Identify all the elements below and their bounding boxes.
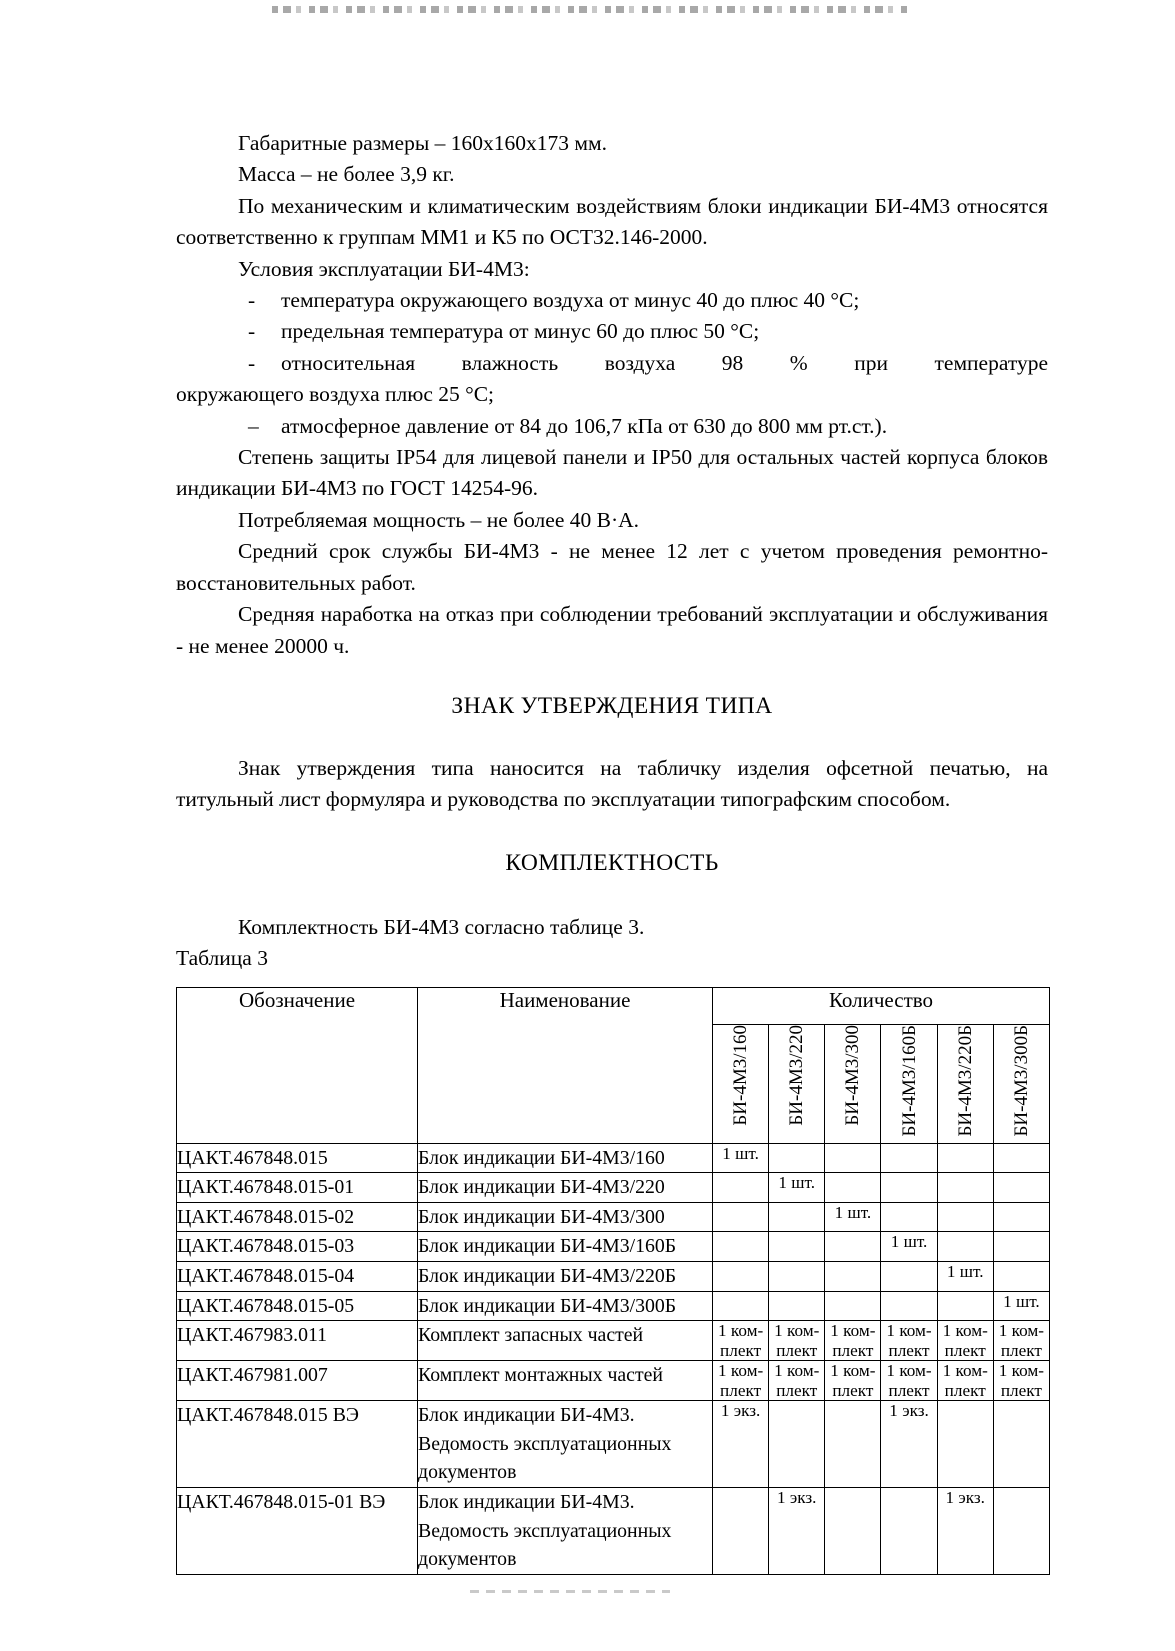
cell-name-line: Блок индикации БИ-4М3/160: [418, 1146, 665, 1169]
column-header-bi4m3-160b: [881, 1024, 937, 1143]
column-header-label: БИ-4М3/220Б: [954, 1024, 976, 1137]
list-marker-dash: -: [248, 319, 256, 344]
cell-quantity: [937, 1361, 993, 1401]
cell-designation: ЦАКТ.467848.015-03: [177, 1232, 418, 1262]
list-marker-dash: -: [248, 288, 256, 313]
cell-quantity-line: 1 ком-: [886, 1361, 932, 1381]
condition-text: атмосферное давление от 84 до 106,7 кПа от 630 до 800 мм рт.ст.).: [281, 413, 888, 438]
cell-quantity: [769, 1261, 825, 1291]
cell-quantity: [881, 1321, 937, 1361]
table-caption: Таблица 3: [176, 946, 268, 971]
cell-quantity-line: 1 ком-: [830, 1361, 876, 1381]
cell-name: [418, 1488, 713, 1575]
cell-quantity-line: плект: [832, 1380, 874, 1400]
cell-designation: ЦАКТ.467848.015-04: [177, 1261, 418, 1291]
cell-quantity: [881, 1261, 937, 1291]
table-header-row-top: [177, 987, 1050, 1024]
cell-quantity: [713, 1488, 769, 1575]
cell-quantity: [713, 1202, 769, 1232]
cell-quantity: 1 шт.: [825, 1202, 881, 1232]
cell-quantity: [713, 1232, 769, 1262]
cell-quantity: [993, 1202, 1049, 1232]
cell-quantity-line: плект: [888, 1340, 930, 1360]
table-row: [177, 1361, 1050, 1401]
paragraph-service-life: Средний срок службы БИ-4М3 - не менее 12 лет с учетом проведения ремонтно-восстановительных работ.: [176, 539, 1048, 595]
paragraph-ip-rating: Степень защиты IP54 для лицевой панели и IP50 для остальных частей корпуса блоков индикации БИ-4М3 по ГОСТ 14254-96.: [176, 445, 1048, 501]
cell-name: [418, 1291, 713, 1321]
cell-quantity: [881, 1173, 937, 1203]
cell-quantity: [825, 1291, 881, 1321]
column-header-bi4m3-160: [713, 1024, 769, 1143]
cell-quantity-line: плект: [1000, 1380, 1042, 1400]
cell-quantity-line: плект: [832, 1340, 874, 1360]
table-body: [177, 1143, 1050, 1575]
condition-ambient-temperature: [176, 285, 1048, 316]
cell-quantity-line: 1 ком-: [942, 1321, 988, 1341]
cell-quantity: 1 шт.: [713, 1143, 769, 1173]
cell-name-line: документов: [418, 1461, 517, 1484]
cell-quantity: 1 экз.: [881, 1401, 937, 1488]
cell-name-line: Блок индикации БИ-4М3/300Б: [418, 1294, 677, 1317]
cell-quantity: [769, 1291, 825, 1321]
condition-text: температура окружающего воздуха от минус 40 до плюс 40 °С;: [281, 288, 860, 313]
cell-designation: ЦАКТ.467981.007: [177, 1361, 418, 1401]
cell-name: [418, 1261, 713, 1291]
cell-quantity: 1 экз.: [769, 1488, 825, 1575]
cell-quantity-line: 1 ком-: [830, 1321, 876, 1341]
cell-name-line: Блок индикации БИ-4М3.: [418, 1404, 635, 1427]
cell-quantity-line: плект: [944, 1380, 986, 1400]
column-header-bi4m3-300: [825, 1024, 881, 1143]
cell-quantity: [881, 1202, 937, 1232]
cell-name-line: Блок индикации БИ-4М3/220Б: [418, 1264, 677, 1287]
cell-quantity: [937, 1291, 993, 1321]
cell-quantity-line: плект: [776, 1380, 818, 1400]
cell-name: [418, 1321, 713, 1361]
cell-name-line: Комплект запасных частей: [418, 1324, 644, 1347]
cell-quantity: 1 шт.: [993, 1291, 1049, 1321]
cell-name: [418, 1361, 713, 1401]
table-row: [177, 1488, 1050, 1575]
page-content: [176, 128, 1048, 1575]
column-header-quantity-group: Количество: [713, 987, 1050, 1024]
scan-artifact-bottom: [470, 1590, 670, 1593]
cell-quantity: [825, 1361, 881, 1401]
cell-designation: ЦАКТ.467848.015: [177, 1143, 418, 1173]
cell-name-line: документов: [418, 1548, 517, 1571]
cell-quantity: [825, 1488, 881, 1575]
cell-quantity: [825, 1232, 881, 1262]
cell-name-line: Блок индикации БИ-4М3/220: [418, 1176, 665, 1199]
table-row: [177, 1173, 1050, 1203]
cell-quantity: [993, 1173, 1049, 1203]
condition-humidity-continuation: окружающего воздуха плюс 25 °С;: [176, 382, 495, 407]
paragraph-type-approval-mark: Знак утверждения типа наносится на табличку изделия офсетной печатью, на титульный лист формуляра и руководства по эксплуатации типографским способом.: [176, 755, 1048, 812]
cell-quantity: [769, 1143, 825, 1173]
condition-atmospheric-pressure: [176, 411, 1048, 442]
heading-completeness: КОМПЛЕКТНОСТЬ: [505, 849, 719, 876]
cell-quantity-line: плект: [720, 1340, 762, 1360]
cell-quantity-line: 1 ком-: [774, 1321, 820, 1341]
cell-quantity: [769, 1321, 825, 1361]
cell-quantity: [993, 1321, 1049, 1361]
cell-designation: ЦАКТ.467848.015-02: [177, 1202, 418, 1232]
table-row: [177, 1291, 1050, 1321]
list-marker-endash: –: [248, 413, 259, 438]
cell-quantity: [881, 1361, 937, 1401]
cell-quantity: [937, 1401, 993, 1488]
cell-quantity-line: плект: [720, 1380, 762, 1400]
column-header-name: Наименование: [418, 987, 713, 1143]
cell-quantity: [713, 1361, 769, 1401]
table-row: [177, 1143, 1050, 1173]
cell-name-line: Блок индикации БИ-4М3.: [418, 1491, 635, 1514]
cell-quantity: [825, 1401, 881, 1488]
cell-quantity: [937, 1143, 993, 1173]
column-header-bi4m3-220b: [937, 1024, 993, 1143]
cell-designation: ЦАКТ.467848.015-01: [177, 1173, 418, 1203]
cell-quantity-line: плект: [944, 1340, 986, 1360]
cell-quantity: [713, 1261, 769, 1291]
cell-quantity-line: плект: [1000, 1340, 1042, 1360]
cell-quantity: [825, 1173, 881, 1203]
cell-quantity: [825, 1143, 881, 1173]
cell-quantity: [881, 1488, 937, 1575]
cell-quantity-line: 1 ком-: [998, 1361, 1044, 1381]
paragraph-completeness-reference: Комплектность БИ-4М3 согласно таблице 3.: [238, 914, 645, 939]
cell-quantity: [713, 1291, 769, 1321]
cell-quantity-line: 1 ком-: [886, 1321, 932, 1341]
cell-name: [418, 1143, 713, 1173]
cell-quantity: [713, 1173, 769, 1203]
cell-designation: ЦАКТ.467848.015 ВЭ: [177, 1401, 418, 1488]
cell-quantity: [937, 1232, 993, 1262]
scan-artifact-top: [272, 6, 912, 13]
cell-quantity: 1 экз.: [937, 1488, 993, 1575]
cell-quantity: [993, 1361, 1049, 1401]
cell-quantity: [993, 1261, 1049, 1291]
cell-name-line: Блок индикации БИ-4М3/300: [418, 1205, 665, 1228]
cell-designation: ЦАКТ.467848.015-01 ВЭ: [177, 1488, 418, 1575]
condition-limit-temperature: [176, 316, 1048, 347]
column-header-bi4m3-220: [769, 1024, 825, 1143]
cell-quantity-line: 1 ком-: [998, 1321, 1044, 1341]
cell-quantity-line: 1 ком-: [717, 1361, 764, 1381]
cell-quantity: [993, 1232, 1049, 1262]
condition-text: предельная температура от минус 60 до плюс 50 °С;: [281, 319, 760, 344]
paragraph-mass: Масса – не более 3,9 кг.: [238, 162, 455, 187]
table-row: [177, 1261, 1050, 1291]
cell-name: [418, 1202, 713, 1232]
cell-designation: ЦАКТ.467848.015-05: [177, 1291, 418, 1321]
heading-type-approval-mark: ЗНАК УТВЕРЖДЕНИЯ ТИПА: [451, 692, 773, 719]
cell-quantity: 1 шт.: [769, 1173, 825, 1203]
table-row: [177, 1202, 1050, 1232]
cell-name-line: Ведомость эксплуатационных: [418, 1519, 672, 1542]
cell-name-line: Ведомость эксплуатационных: [418, 1432, 672, 1455]
cell-quantity-line: плект: [888, 1380, 930, 1400]
cell-quantity: [769, 1232, 825, 1262]
cell-quantity: [825, 1261, 881, 1291]
column-header-label: БИ-4М3/300Б: [1010, 1024, 1032, 1137]
column-header-label: БИ-4М3/220: [786, 1024, 808, 1126]
paragraph-operating-conditions-title: Условия эксплуатации БИ-4М3:: [238, 256, 530, 281]
cell-quantity: [993, 1401, 1049, 1488]
cell-quantity: 1 шт.: [937, 1261, 993, 1291]
cell-quantity-line: плект: [776, 1340, 818, 1360]
cell-quantity: [881, 1291, 937, 1321]
cell-name: [418, 1232, 713, 1262]
column-header-label: БИ-4М3/160: [730, 1024, 752, 1126]
column-header-designation: Обозначение: [177, 987, 418, 1143]
cell-name-line: Блок индикации БИ-4М3/160Б: [418, 1235, 677, 1258]
table-row: [177, 1401, 1050, 1488]
cell-name-line: Комплект монтажных частей: [418, 1364, 663, 1387]
table-row: [177, 1321, 1050, 1361]
cell-quantity: [825, 1321, 881, 1361]
condition-text: относительная влажность воздуха 98 % при температуре: [281, 350, 1048, 375]
paragraph-dimensions: Габаритные размеры – 160х160х173 мм.: [238, 131, 607, 155]
paragraph-mechanical-climatic: По механическим и климатическим воздействиям блоки индикации БИ-4М3 относятся соответственно к группам ММ1 и К5 по ОСТ32.146-2000.: [176, 193, 1048, 250]
paragraph-mtbf: Средняя наработка на отказ при соблюдении требований эксплуатации и обслуживания - не менее 20000 ч.: [176, 602, 1048, 658]
paragraph-power-consumption: Потребляемая мощность – не более 40 В·А.: [238, 507, 640, 532]
cell-quantity: 1 экз.: [713, 1401, 769, 1488]
cell-quantity: [937, 1321, 993, 1361]
cell-quantity: [769, 1361, 825, 1401]
cell-quantity: [769, 1202, 825, 1232]
cell-quantity: [881, 1143, 937, 1173]
condition-humidity: [176, 348, 1048, 379]
table-row: [177, 1232, 1050, 1262]
cell-quantity: [993, 1488, 1049, 1575]
cell-quantity: [713, 1321, 769, 1361]
column-header-label: БИ-4М3/300: [842, 1024, 864, 1126]
cell-name: [418, 1173, 713, 1203]
cell-quantity: [937, 1202, 993, 1232]
cell-quantity: [937, 1173, 993, 1203]
cell-designation: ЦАКТ.467983.011: [177, 1321, 418, 1361]
column-header-bi4m3-300b: [993, 1024, 1049, 1143]
cell-name: [418, 1401, 713, 1488]
column-header-label: БИ-4М3/160Б: [898, 1024, 920, 1137]
cell-quantity: [769, 1401, 825, 1488]
cell-quantity-line: 1 ком-: [942, 1361, 988, 1381]
cell-quantity: [993, 1143, 1049, 1173]
table-head: [177, 987, 1050, 1143]
cell-quantity: 1 шт.: [881, 1232, 937, 1262]
cell-quantity-line: 1 ком-: [774, 1361, 820, 1381]
completeness-table: [176, 987, 1050, 1576]
cell-quantity-line: 1 ком-: [717, 1321, 764, 1341]
list-marker-dash: -: [248, 350, 256, 375]
